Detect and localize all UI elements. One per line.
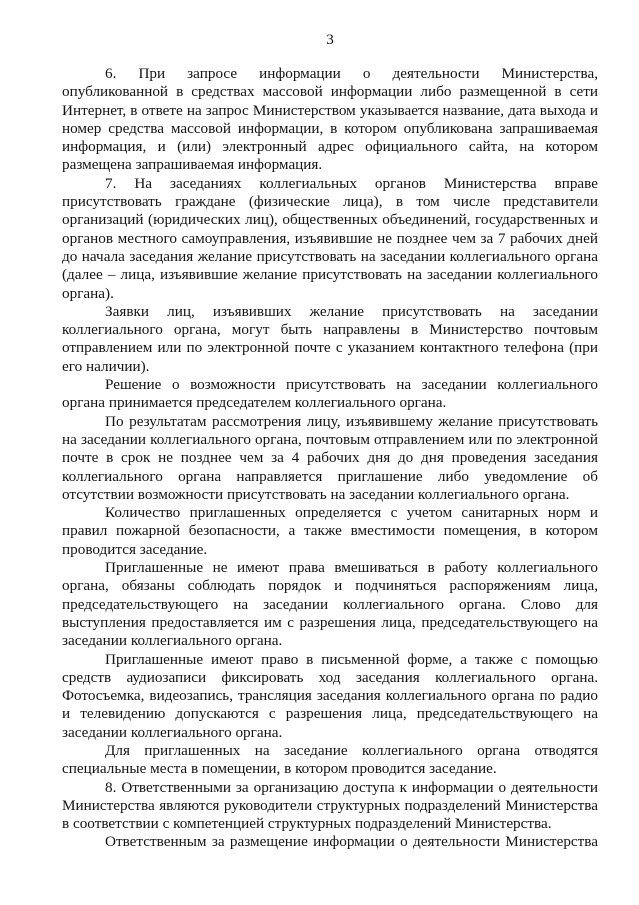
invitation-notice-paragraph: По результатам рассмотрения лицу, изъявившему желание присутствовать на заседании коллегиального органа, почтовым отправлением или по электронной почте в срок не позднее чем за 4 рабочих дня до дня проведения заседания коллегиального органа направляется приглашение либо уведомление об отсутствии возможности присутствовать на заседании коллегиального органа. [62, 412, 598, 503]
document-body [62, 65, 598, 852]
clause-8-paragraph: 8. Ответственными за организацию доступа к информации о деятельности Министерства являются руководители структурных подразделений Министерства в соответствии с компетенцией структурных подразделений Министерства. [62, 778, 598, 833]
invitee-recording-paragraph: Приглашенные имеют право в письменной форме, а также с помощью средств аудиозаписи фиксировать ход заседания коллегиального органа. Фотосъемка, видеозапись, трансляция заседания коллегиального органа по радио и телевидению допускаются с разрешения лица, председательствующего на заседании коллегиального органа. [62, 650, 598, 741]
invitee-count-paragraph: Количество приглашенных определяется с учетом санитарных норм и правил пожарной безопасности, а также вместимости помещения, в котором проводится заседание. [62, 504, 598, 558]
clause-7-paragraph: 7. На заседаниях коллегиальных органов Министерства вправе присутствовать граждане (физические лица), в том числе представители организаций (юридических лиц), общественных объединений, государственных и органов местного самоуправления, изъявившие не позднее чем за 7 рабочих дней до начала заседания желание присутствовать на заседании коллегиального органа (далее – лица, изъявившие желание присутствовать на заседании коллегиального органа). [62, 174, 598, 302]
decision-paragraph: Решение о возможности присутствовать на заседании коллегиального органа принимается председателем коллегиального органа. [62, 376, 598, 412]
invitee-conduct-paragraph: Приглашенные не имеют права вмешиваться в работу коллегиального органа, обязаны соблюдать порядок и подчиняться распоряжениям лица, председательствующего на заседании коллегиального органа. Слово для выступления предоставляется им с разрешения лица, председательствующего на заседании коллегиального органа. [62, 559, 598, 650]
clause-6-paragraph: 6. При запросе информации о деятельности Министерства, опубликованной в средствах массовой информации либо размещенной в сети Интернет, в ответе на запрос Министерством указывается название, дата выхода и номер средства массовой информации, в котором опубликована запрашиваемая информация, и (или) электронный адрес официального сайта, на котором размещена запрашиваемая информация. [62, 65, 598, 174]
responsible-placement-paragraph: Ответственным за размещение информации о деятельности Министерства [105, 833, 598, 851]
invitee-seating-paragraph: Для приглашенных на заседание коллегиального органа отводятся специальные места в помещении, в котором проводится заседание. [62, 741, 598, 778]
applications-paragraph: Заявки лиц, изъявивших желание присутствовать на заседании коллегиального органа, могут быть направлены в Министерство почтовым отправлением или по электронной почте с указанием контактного телефона (при его наличии). [62, 302, 598, 375]
page-number: 3 [326, 31, 334, 48]
